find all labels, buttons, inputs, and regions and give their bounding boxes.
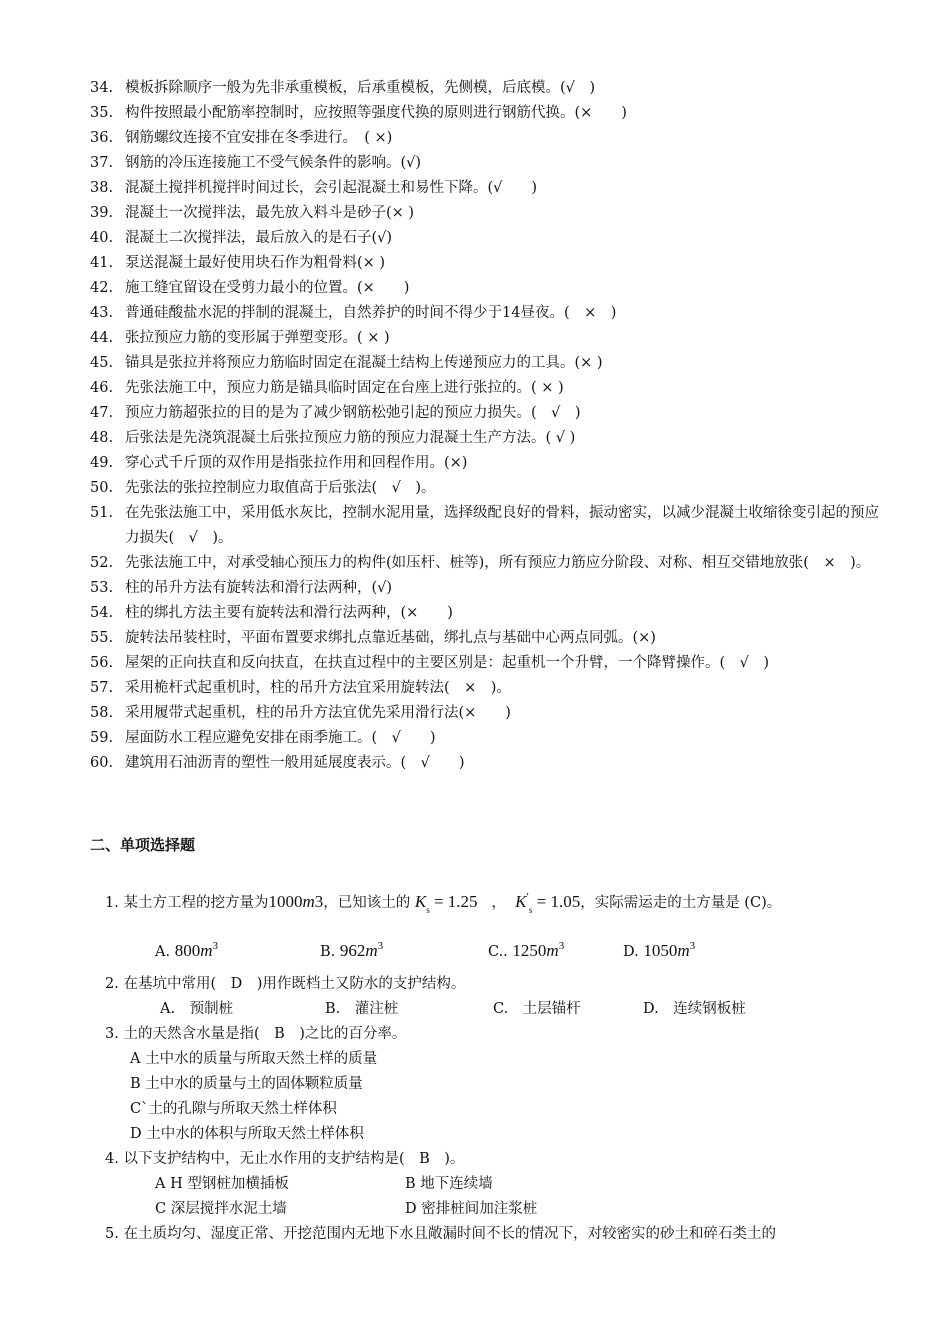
question-text: 构件按照最小配筋率控制时，应按照等强度代换的原则进行钢筋代换。(× ) xyxy=(125,105,627,121)
option-label: C.. xyxy=(488,944,508,960)
question-35 xyxy=(90,101,890,126)
ks-formula xyxy=(414,892,478,915)
question-number: 38. xyxy=(90,180,114,196)
mc-question-5 xyxy=(105,1222,895,1247)
mc-question-3 xyxy=(105,1022,895,1147)
option-c: C`土的孔隙与所取天然土样体积 xyxy=(130,1101,337,1117)
question-48 xyxy=(90,426,890,451)
ks-subscript: s xyxy=(426,905,430,915)
question-36 xyxy=(90,126,890,151)
question-37 xyxy=(90,151,890,176)
exponent: 3 xyxy=(558,940,565,952)
question-text: 先张法施工中，对承受轴心预压力的构件(如压杆、桩等)，所有预应力筋应分阶段、对称、相互交错地放张( × )。 xyxy=(125,555,871,571)
question-57 xyxy=(90,676,890,701)
exponent: 3 xyxy=(377,940,384,952)
question-number: 52. xyxy=(90,555,114,571)
section-title: 二、单项选择题 xyxy=(90,836,196,854)
question-45 xyxy=(90,351,890,376)
question-number: 57. xyxy=(90,680,114,696)
option-a xyxy=(155,934,320,965)
question-60 xyxy=(90,751,890,776)
question-41 xyxy=(90,251,890,276)
question-58 xyxy=(90,701,890,726)
question-51 xyxy=(90,501,890,551)
question-stem: 4. 以下支护结构中，无止水作用的支护结构是( B )。 xyxy=(105,1151,465,1167)
question-number: 50. xyxy=(90,480,114,496)
question-text: 柱的吊升方法有旋转法和滑行法两种，(√) xyxy=(125,580,393,596)
option-value: 1250 xyxy=(512,941,547,960)
question-number: 58. xyxy=(90,705,114,721)
question-50 xyxy=(90,476,890,501)
option-b: B 地下连续墙 xyxy=(405,1176,493,1192)
question-text: 钢筋的冷压连接施工不受气候条件的影响。(√) xyxy=(125,155,422,171)
option-c: C 深层搅拌水泥土墙 xyxy=(155,1201,287,1217)
question-number: 41. xyxy=(90,255,114,271)
unit: m xyxy=(546,941,559,960)
question-53 xyxy=(90,576,890,601)
question-text: 钢筋螺纹连接不宜安排在冬季进行。 ( ×) xyxy=(125,130,393,146)
question-number: 43. xyxy=(90,305,114,321)
true-false-list xyxy=(90,76,890,776)
question-text: 屋面防水工程应避免安排在雨季施工。( √ ) xyxy=(125,730,436,746)
question-number: 53. xyxy=(90,580,114,596)
kps-formula xyxy=(515,891,581,915)
question-39 xyxy=(90,201,890,226)
stem-mid: ，已知该土的 xyxy=(323,895,411,911)
option-d: D 土中水的体积与所取天然土样体积 xyxy=(130,1126,364,1142)
question-52 xyxy=(90,551,890,576)
question-38 xyxy=(90,176,890,201)
question-text: 柱的绑扎方法主要有旋转法和滑行法两种，(× ) xyxy=(125,605,453,621)
question-text: 先张法施工中，预应力筋是锚具临时固定在台座上进行张拉的。( × ) xyxy=(125,380,564,396)
question-44 xyxy=(90,326,890,351)
separator: ， xyxy=(491,895,506,911)
option-a: A 土中水的质量与所取天然土样的质量 xyxy=(130,1051,378,1067)
question-number: 48. xyxy=(90,430,114,446)
question-number: 60. xyxy=(90,755,114,771)
question-number: 40. xyxy=(90,230,114,246)
volume-value: 1000 xyxy=(268,892,303,911)
question-number: 39. xyxy=(90,205,114,221)
option-value-wrap xyxy=(175,941,218,960)
question-40 xyxy=(90,226,890,251)
unit: m xyxy=(677,941,690,960)
question-number: 51. xyxy=(90,505,114,521)
question-55 xyxy=(90,626,890,651)
option-label: D. xyxy=(623,944,639,960)
question-number: 49. xyxy=(90,455,114,471)
question-text: 采用桅杆式起重机时，柱的吊升方法宜采用旋转法( × )。 xyxy=(125,680,511,696)
option-a: A H 型钢桩加横插板 xyxy=(155,1176,289,1192)
option-d: D. 连续钢板桩 xyxy=(643,1001,746,1017)
ks-value: = 1.25 xyxy=(433,892,478,911)
question-stem: 5. 在土质均匀、湿度正常、开挖范围内无地下水且敞漏时间不长的情况下，对较密实的砂土和碎石类土的 xyxy=(105,1226,776,1242)
option-value: 962 xyxy=(339,941,366,960)
mc-question-2 xyxy=(105,972,895,1022)
mc-question-1 xyxy=(105,885,895,923)
question-stem xyxy=(105,885,895,923)
mc-question-4 xyxy=(105,1147,895,1222)
question-text: 建筑用石油沥青的塑性一般用延展度表示。( √ ) xyxy=(125,755,465,771)
question-text: 采用履带式起重机，柱的吊升方法宜优先采用滑行法(× ) xyxy=(125,705,511,721)
question-text: 泵送混凝土最好使用块石作为粗骨料(× ) xyxy=(125,255,386,271)
question-text: 施工缝宜留设在受剪力最小的位置。(× ) xyxy=(125,280,410,296)
question-text: 先张法的张拉控制应力取值高于后张法( √ )。 xyxy=(125,480,436,496)
option-a: A. 预制桩 xyxy=(160,1001,234,1017)
option-d: D 密排桩间加注浆桩 xyxy=(405,1201,538,1217)
question-number: 42. xyxy=(90,280,114,296)
question-stem: 2. 在基坑中常用( D )用作既档土又防水的支护结构。 xyxy=(105,976,466,992)
question-42 xyxy=(90,276,890,301)
unit: m xyxy=(302,892,315,911)
question-text: 预应力筋超张拉的目的是为了减少钢筋松弛引起的预应力损失。( √ ) xyxy=(125,405,581,421)
exponent: 3 xyxy=(314,892,324,911)
question-54 xyxy=(90,601,890,626)
question-number: 54. xyxy=(90,605,114,621)
question-number: 37. xyxy=(90,155,114,171)
options-list xyxy=(105,1047,895,1147)
unit: m xyxy=(200,941,213,960)
option-value: 800 xyxy=(174,941,201,960)
question-text: 模板拆除顺序一般为先非承重模板，后承重模板，先侧模，后底模。(√ ) xyxy=(125,80,596,96)
option-label: B. xyxy=(320,944,336,960)
question-number: 34. xyxy=(90,80,114,96)
options-row xyxy=(155,934,945,965)
question-number: 35. xyxy=(90,105,114,121)
question-49 xyxy=(90,451,890,476)
question-text: 旋转法吊装柱时，平面布置要求绑扎点靠近基础，绑扎点与基础中心两点同弧。(×) xyxy=(125,630,656,646)
question-text: 后张法是先浇筑混凝土后张拉预应力筋的预应力混凝土生产方法。( √ ) xyxy=(125,430,576,446)
volume-formula xyxy=(268,892,323,911)
exponent: 3 xyxy=(689,940,696,952)
question-59 xyxy=(90,726,890,751)
question-text: 混凝土一次搅拌法，最先放入料斗是砂子(× ) xyxy=(125,205,415,221)
option-value-wrap xyxy=(643,941,695,960)
question-number: 56. xyxy=(90,655,114,671)
kps-value: = 1.05 xyxy=(536,892,581,911)
option-b: B 土中水的质量与土的固体颗粒质量 xyxy=(130,1076,363,1092)
options-row xyxy=(105,997,895,1022)
options-row xyxy=(105,1172,895,1197)
option-b: B. 灌注桩 xyxy=(325,1001,399,1017)
question-34 xyxy=(90,76,890,101)
question-text: 穿心式千斤顶的双作用是指张拉作用和回程作用。(×) xyxy=(125,455,468,471)
option-value-wrap xyxy=(512,941,564,960)
question-number: 55. xyxy=(90,630,114,646)
option-label: A. xyxy=(155,944,171,960)
unit: m xyxy=(365,941,378,960)
options-row xyxy=(105,1197,895,1222)
question-number: 45. xyxy=(90,355,114,371)
question-43 xyxy=(90,301,890,326)
option-value-wrap xyxy=(340,941,383,960)
question-56 xyxy=(90,651,890,676)
stem-prefix: 1. 某土方工程的挖方量为 xyxy=(105,895,269,911)
question-46 xyxy=(90,376,890,401)
question-text: 混凝土搅拌机搅拌时间过长，会引起混凝土和易性下降。(√ ) xyxy=(125,180,538,196)
k-symbol: K xyxy=(515,892,527,911)
question-47 xyxy=(90,401,890,426)
option-value: 1050 xyxy=(643,941,678,960)
question-stem: 3. 土的天然含水量是指( B )之比的百分率。 xyxy=(105,1026,407,1042)
question-number: 36. xyxy=(90,130,114,146)
question-number: 47. xyxy=(90,405,114,421)
question-text: 张拉预应力筋的变形属于弹塑变形。( × ) xyxy=(125,330,390,346)
option-b xyxy=(320,934,488,965)
question-number: 46. xyxy=(90,380,114,396)
option-d xyxy=(623,934,695,965)
option-c: C. 土层锚杆 xyxy=(493,1001,581,1017)
question-text: 屋架的正向扶直和反向扶直，在扶直过程中的主要区别是：起重机一个升臂，一个降臂操作。( √ ) xyxy=(125,655,770,671)
question-text: 普通硅酸盐水泥的拌制的混凝土，自然养护的时间不得少于14昼夜。( × ) xyxy=(125,305,617,321)
mc-question-1-options xyxy=(155,934,945,965)
k-symbol: K xyxy=(414,892,427,911)
kps-subscript: s xyxy=(528,905,533,915)
stem-suffix: ，实际需运走的土方量是 (C)。 xyxy=(580,895,782,911)
question-number: 59. xyxy=(90,730,114,746)
question-number: 44. xyxy=(90,330,114,346)
question-text: 混凝土二次搅拌法，最后放入的是石子(√) xyxy=(125,230,393,246)
prime: ′ xyxy=(526,891,529,903)
question-text: 锚具是张拉并将预应力筋临时固定在混凝土结构上传递预应力的工具。(× ) xyxy=(125,355,603,371)
option-c xyxy=(488,934,623,965)
exponent: 3 xyxy=(212,940,218,952)
question-text: 在先张法施工中，采用低水灰比，控制水泥用量，选择级配良好的骨料，振动密实，以减少混凝土收缩徐变引起的预应力损失( √ )。 xyxy=(125,505,879,546)
